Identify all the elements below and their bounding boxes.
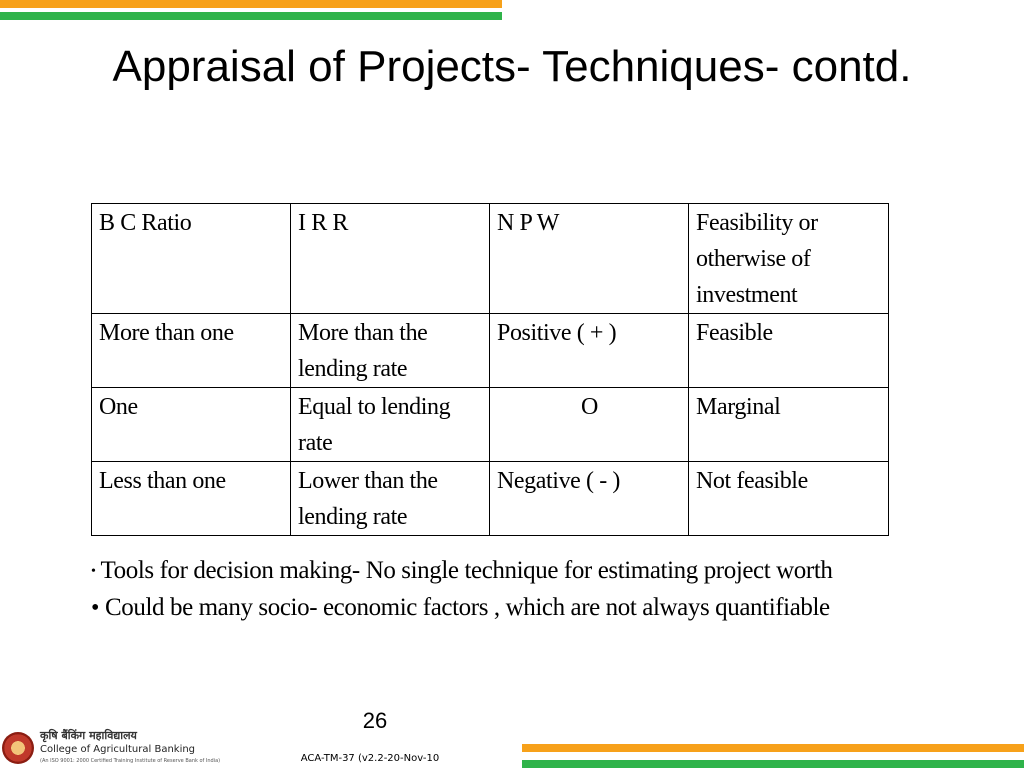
appraisal-techniques-table xyxy=(91,203,889,536)
cell-bc-ratio: Less than one xyxy=(92,462,291,536)
bullet-text: Could be many socio- economic factors , which are not always quantifiable xyxy=(105,594,830,622)
bullet-text: Tools for decision making- No single technique for estimating project worth xyxy=(100,557,833,584)
bullet-dot-icon: • xyxy=(91,595,100,622)
bullet-item xyxy=(91,553,971,590)
cell-npw: O xyxy=(490,388,689,462)
logo-hindi-name: कृषि बैंकिंग महाविद्यालय xyxy=(40,729,137,742)
cell-feasibility: Feasible xyxy=(689,314,889,388)
bottom-orange-stripe xyxy=(522,744,1024,752)
logo-subtitle: (An ISO 9001: 2000 Certified Training Institute of Reserve Bank of India) xyxy=(40,758,221,764)
cell-irr: Lower than the lending rate xyxy=(291,462,490,536)
header-npw: N P W xyxy=(490,204,689,314)
table-header-row xyxy=(92,204,889,314)
bullet-list xyxy=(91,553,971,626)
college-logo xyxy=(2,728,262,768)
cell-irr: More than the lending rate xyxy=(291,314,490,388)
cell-bc-ratio: One xyxy=(92,388,291,462)
cell-feasibility: Marginal xyxy=(689,388,889,462)
top-orange-stripe xyxy=(0,0,502,8)
cell-bc-ratio: More than one xyxy=(92,314,291,388)
page-number: 26 xyxy=(362,708,388,733)
bottom-green-stripe xyxy=(522,760,1024,768)
cell-npw: Positive ( + ) xyxy=(490,314,689,388)
top-green-stripe xyxy=(0,12,502,20)
table-row xyxy=(92,388,889,462)
header-bc-ratio: B C Ratio xyxy=(92,204,291,314)
table-row xyxy=(92,462,889,536)
footer-document-code: ACA-TM-37 (v2.2-20-Nov-10 xyxy=(300,753,440,764)
bullet-dot-icon: • xyxy=(91,564,96,580)
header-feasibility: Feasibility or otherwise of investment xyxy=(689,204,889,314)
cell-irr: Equal to lending rate xyxy=(291,388,490,462)
cell-feasibility: Not feasible xyxy=(689,462,889,536)
logo-college-name: College of Agricultural Banking xyxy=(40,744,196,755)
cell-npw: Negative ( - ) xyxy=(490,462,689,536)
table-row xyxy=(92,314,889,388)
slide-title: Appraisal of Projects- Techniques- contd. xyxy=(112,42,912,91)
header-irr: I R R xyxy=(291,204,490,314)
emblem-icon xyxy=(2,732,34,764)
bullet-item xyxy=(91,590,971,626)
